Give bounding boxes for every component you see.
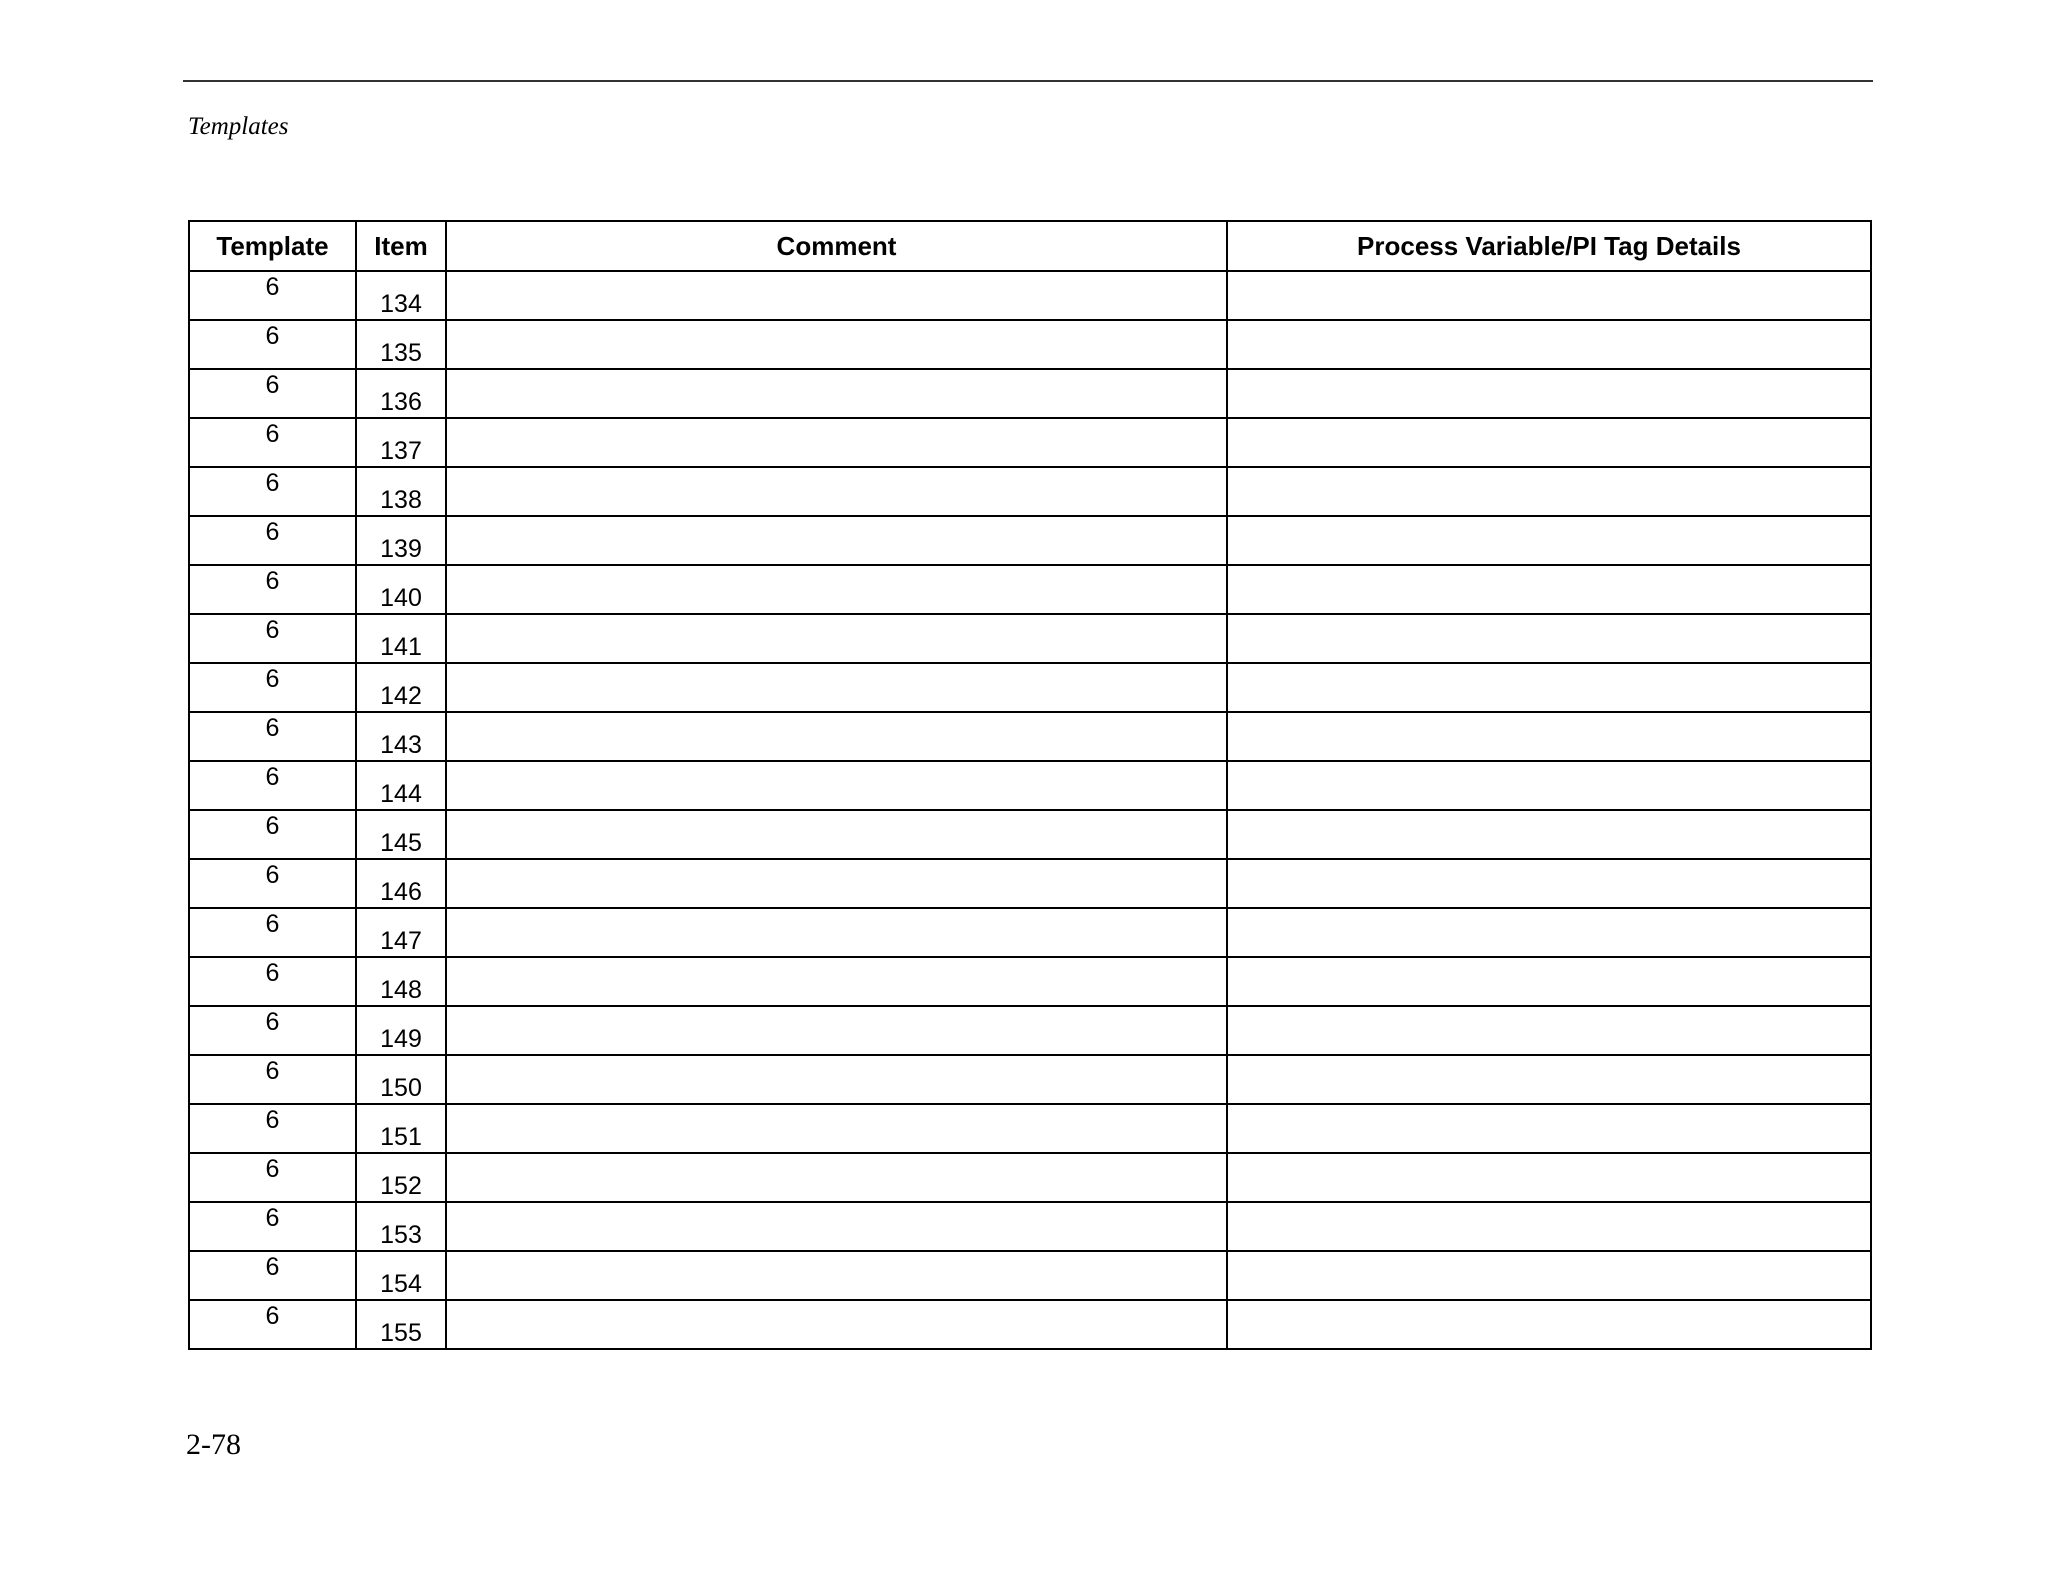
table-body: [189, 271, 1871, 1349]
comment-cell: [446, 1006, 1227, 1055]
template-cell: 6: [189, 467, 356, 516]
table-row: [189, 369, 1871, 418]
comment-cell: [446, 810, 1227, 859]
comment-cell: [446, 859, 1227, 908]
pv-details-cell: [1227, 516, 1871, 565]
template-cell: 6: [189, 320, 356, 369]
template-cell: 6: [189, 957, 356, 1006]
template-cell: 6: [189, 418, 356, 467]
table-row: [189, 418, 1871, 467]
pv-details-cell: [1227, 1104, 1871, 1153]
item-cell: 155: [356, 1300, 446, 1349]
template-items-table: [188, 220, 1872, 1350]
item-cell: 147: [356, 908, 446, 957]
item-cell: 135: [356, 320, 446, 369]
pv-details-cell: [1227, 761, 1871, 810]
table-row: [189, 1202, 1871, 1251]
template-cell: 6: [189, 663, 356, 712]
comment-cell: [446, 516, 1227, 565]
comment-cell: [446, 418, 1227, 467]
pv-details-cell: [1227, 1202, 1871, 1251]
pv-details-cell: [1227, 418, 1871, 467]
template-cell: 6: [189, 1202, 356, 1251]
table-row: [189, 1153, 1871, 1202]
item-cell: 149: [356, 1006, 446, 1055]
table-row: [189, 271, 1871, 320]
comment-cell: [446, 467, 1227, 516]
item-cell: 154: [356, 1251, 446, 1300]
table-row: [189, 859, 1871, 908]
pv-details-cell: [1227, 1153, 1871, 1202]
item-cell: 153: [356, 1202, 446, 1251]
table-row: [189, 516, 1871, 565]
table-row: [189, 614, 1871, 663]
table-row: [189, 712, 1871, 761]
table-row: [189, 810, 1871, 859]
pv-details-cell: [1227, 859, 1871, 908]
pv-details-cell: [1227, 908, 1871, 957]
template-cell: 6: [189, 1153, 356, 1202]
table-row: [189, 761, 1871, 810]
pv-details-cell: [1227, 320, 1871, 369]
item-cell: 145: [356, 810, 446, 859]
pv-details-cell: [1227, 1055, 1871, 1104]
table-row: [189, 320, 1871, 369]
pv-details-cell: [1227, 1300, 1871, 1349]
item-cell: 138: [356, 467, 446, 516]
table-row: [189, 663, 1871, 712]
item-cell: 139: [356, 516, 446, 565]
comment-cell: [446, 761, 1227, 810]
template-cell: 6: [189, 369, 356, 418]
pv-details-cell: [1227, 810, 1871, 859]
item-cell: 140: [356, 565, 446, 614]
item-cell: 146: [356, 859, 446, 908]
comment-cell: [446, 712, 1227, 761]
item-cell: 142: [356, 663, 446, 712]
item-cell: 150: [356, 1055, 446, 1104]
table-row: [189, 467, 1871, 516]
item-cell: 141: [356, 614, 446, 663]
comment-cell: [446, 369, 1227, 418]
template-cell: 6: [189, 810, 356, 859]
pv-details-cell: [1227, 271, 1871, 320]
table-row: [189, 1251, 1871, 1300]
pv-details-cell: [1227, 565, 1871, 614]
item-cell: 144: [356, 761, 446, 810]
comment-cell: [446, 1251, 1227, 1300]
template-cell: 6: [189, 859, 356, 908]
comment-cell: [446, 1104, 1227, 1153]
comment-cell: [446, 663, 1227, 712]
table-row: [189, 565, 1871, 614]
pv-details-cell: [1227, 663, 1871, 712]
item-cell: 152: [356, 1153, 446, 1202]
template-cell: 6: [189, 271, 356, 320]
table-header-row: [189, 221, 1871, 271]
template-cell: 6: [189, 1006, 356, 1055]
comment-cell: [446, 1153, 1227, 1202]
comment-cell: [446, 565, 1227, 614]
pv-details-cell: [1227, 614, 1871, 663]
pv-details-cell: [1227, 712, 1871, 761]
table-row: [189, 1055, 1871, 1104]
pv-details-cell: [1227, 1006, 1871, 1055]
item-cell: 134: [356, 271, 446, 320]
column-header-item: Item: [356, 221, 446, 271]
column-header-template: Template: [189, 221, 356, 271]
comment-cell: [446, 1300, 1227, 1349]
comment-cell: [446, 908, 1227, 957]
item-cell: 143: [356, 712, 446, 761]
template-cell: 6: [189, 761, 356, 810]
comment-cell: [446, 320, 1227, 369]
table-row: [189, 1006, 1871, 1055]
table-row: [189, 908, 1871, 957]
template-cell: 6: [189, 565, 356, 614]
header-rule: [183, 80, 1873, 82]
template-cell: 6: [189, 1104, 356, 1153]
page-number: 2-78: [186, 1428, 241, 1461]
pv-details-cell: [1227, 369, 1871, 418]
pv-details-cell: [1227, 957, 1871, 1006]
template-cell: 6: [189, 712, 356, 761]
comment-cell: [446, 1055, 1227, 1104]
template-cell: 6: [189, 1300, 356, 1349]
table-row: [189, 1300, 1871, 1349]
item-cell: 148: [356, 957, 446, 1006]
item-cell: 136: [356, 369, 446, 418]
comment-cell: [446, 614, 1227, 663]
comment-cell: [446, 957, 1227, 1006]
comment-cell: [446, 271, 1227, 320]
table-row: [189, 1104, 1871, 1153]
column-header-pv-details: Process Variable/PI Tag Details: [1227, 221, 1871, 271]
table-row: [189, 957, 1871, 1006]
item-cell: 137: [356, 418, 446, 467]
template-cell: 6: [189, 516, 356, 565]
pv-details-cell: [1227, 467, 1871, 516]
item-cell: 151: [356, 1104, 446, 1153]
template-cell: 6: [189, 1251, 356, 1300]
column-header-comment: Comment: [446, 221, 1227, 271]
template-cell: 6: [189, 908, 356, 957]
comment-cell: [446, 1202, 1227, 1251]
template-cell: 6: [189, 614, 356, 663]
pv-details-cell: [1227, 1251, 1871, 1300]
template-cell: 6: [189, 1055, 356, 1104]
running-header: Templates: [188, 113, 289, 140]
